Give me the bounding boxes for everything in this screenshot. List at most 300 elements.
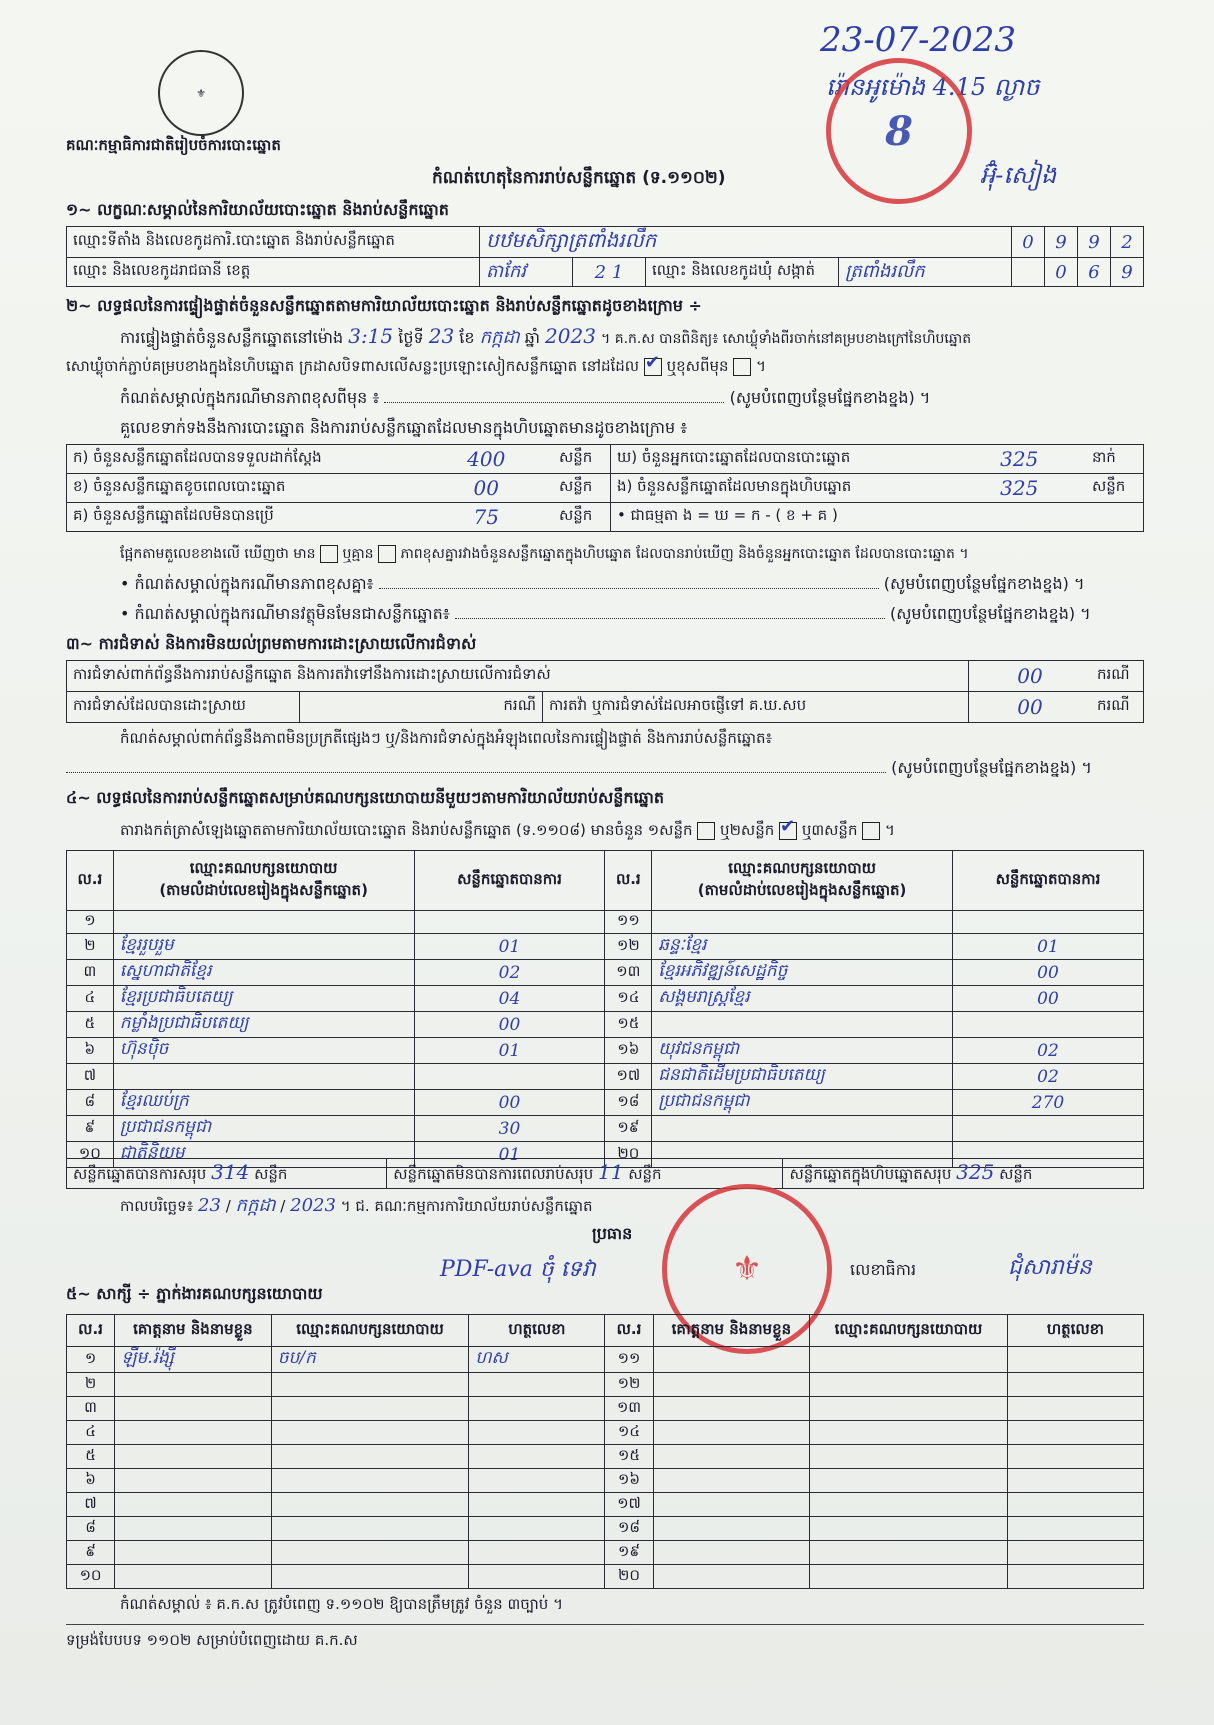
witness-col-no-right: ល.រ [605,1315,653,1347]
witness-no: ១១ [605,1347,653,1373]
figure-d-unit: នាក់ [1086,445,1144,474]
witness-no: ១៤ [605,1421,653,1445]
stamp-number: 8 [885,107,913,155]
witness-name[interactable] [653,1469,810,1493]
chair-signature: PDF-ava ចុំ ទេវា [440,1257,596,1282]
result-row [67,934,1144,960]
witness-no: ៨ [67,1517,115,1541]
result-no: ១៤ [605,986,652,1012]
result-no: ១៥ [605,1012,652,1038]
witness-party[interactable] [810,1469,1008,1493]
witness-sign[interactable] [1007,1445,1143,1469]
witness-name [115,1421,272,1445]
witness-sign [469,1373,605,1397]
section3-note-line [66,758,1144,778]
resolved-label: ការជំទាស់ដែលបានដោះស្រាយ [67,692,300,723]
witness-party[interactable] [810,1565,1008,1589]
witness-party[interactable] [810,1445,1008,1469]
objections-unit: ករណី [1091,661,1144,692]
witness-sign[interactable] [1007,1397,1143,1421]
total-invalid [387,1159,783,1189]
footer-note: កំណត់សម្គាល់ ៖ គ.ក.ស ត្រូវបំពេញ ទ.១១០២ ឱ្យបានត្រឹមត្រូវ ចំនួន ៣ច្បាប់ ។ [120,1595,563,1613]
bullet2-line [120,604,1140,624]
witness-name[interactable] [653,1445,810,1469]
difference-text-b: ឬគ្មាន [342,546,374,562]
witness-row [67,1517,1144,1541]
result-votes: 00 [414,1090,605,1116]
witness-col-no-left: ល.រ [67,1315,115,1347]
witness-party: ចប/ក [271,1347,469,1373]
witness-party [271,1445,469,1469]
province-code [573,258,646,287]
tally-text-c: ឬ៣សន្លឹក [801,821,858,839]
witness-row [67,1347,1144,1373]
total-box [783,1159,1144,1189]
figure-d-label: ឃ) ចំនួនអ្នកបោះឆ្នោតដែលបានបោះឆ្នោត [610,445,952,474]
total-valid-value: 314 [211,1160,250,1184]
witness-party [271,1517,469,1541]
verification-month: កក្កដា [479,327,520,348]
result-no: ១២ [605,934,652,960]
result-votes [414,1064,605,1090]
tally-sheet-line: តារាងកត់ត្រាសំឡេងឆ្នោតតាមការិយាល័យបោះឆ្នោត និងរាប់សន្លឹកឆ្នោត (ទ.១១០៨) មានចំនួន ១សន្លឹក ឬ២សន្លឹក ✔ ឬ៣សន្លឹក ។ [120,820,895,840]
location-code-2: 9 [1045,227,1078,258]
witness-no: ១៧ [605,1493,653,1517]
figure-c-label: គ) ចំនួនសន្លឹកឆ្នោតដែលមិនបានប្រើ [67,503,420,532]
total-valid-unit: សន្លឹក [254,1165,288,1183]
total-invalid-value: 11 [598,1160,624,1184]
witness-sign[interactable] [1007,1565,1143,1589]
witness-no: ១២ [605,1373,653,1397]
one-sheet-checkbox[interactable] [697,822,715,840]
figure-a-label: ក) ចំនួនសន្លឹកឆ្នោតដែលបានទទួលដាក់ស្តែង [67,445,420,474]
result-votes: 02 [414,960,605,986]
totals-table [66,1158,1144,1189]
col-votes-right: សន្លឹកឆ្នោតបានការ [952,851,1143,911]
witness-no: ២ [67,1373,115,1397]
bullet1-fill: (សូមបំពេញបន្ថែមផ្នែកខាងខ្នង) ។ [883,574,1085,593]
result-party: យុវជនកម្ពុជា [652,1038,953,1064]
witness-row [67,1541,1144,1565]
col-party-left-title: ឈ្មោះគណបក្សនយោបាយ [189,858,338,877]
red-stamp-bottom: ⚜ [662,1184,832,1354]
result-party: ខ្មែរអភិវឌ្ឍន៍សេដ្ឋកិច្ច [652,960,953,986]
witness-row [67,1469,1144,1493]
witness-sign [469,1421,605,1445]
result-no: ១ [67,911,114,934]
witness-col-party-right: ឈ្មោះគណបក្សនយោបាយ [810,1315,1008,1347]
secretary-signature: ជុំសារាម៉ន [1008,1255,1092,1280]
col-party-right [652,851,953,911]
witness-name[interactable] [653,1565,810,1589]
total-valid-label: សន្លឹកឆ្នោតបានការសរុប [73,1165,207,1183]
witness-party [271,1565,469,1589]
witness-sign[interactable] [1007,1373,1143,1397]
witness-name[interactable] [653,1517,810,1541]
handwritten-name: អ៊ុំ-សៀង [980,161,1057,189]
section4-title: ៤~ លទ្ធផលនៃការរាប់សន្លឹកឆ្នោតសម្រាប់គណបក្សនយោបាយនីមួយៗតាមការិយាល័យរាប់សន្លឹកឆ្នោត [66,788,665,807]
verification-day: 23 [428,324,455,348]
witness-no: ៦ [67,1469,115,1493]
witness-party[interactable] [810,1517,1008,1541]
witness-col-sign-right: ហត្ថលេខា [1007,1315,1143,1347]
result-no: ៤ [67,986,114,1012]
nec-emblem-icon: ⚜ [158,50,244,136]
figures-intro: គួលេខទាក់ទងនឹងការបោះឆ្នោត និងការរាប់សន្លឹកឆ្នោតដែលមានក្នុងហិបឆ្នោតមានដូចខាងក្រោម ៖ [120,418,688,437]
witness-col-party-left: ឈ្មោះគណបក្សនយោបាយ [271,1315,469,1347]
total-box-label: សន្លឹកឆ្នោតក្នុងហិបឆ្នោតសរុប [789,1165,952,1183]
resolved-unit: ករណី [300,692,543,723]
secretary-label: លេខាធិការ [850,1260,917,1279]
results-body [67,911,1144,1168]
total-invalid-unit: សន្លឹក [628,1165,662,1183]
committee-name: គណៈកម្មាធិការជាតិរៀបចំការបោះឆ្នោត [66,136,281,154]
col-no-right: ល.រ [605,851,652,911]
changed-checkbox[interactable] [733,358,751,376]
verification-text-d: ឆ្នាំ [524,328,540,347]
handwritten-date: 23-07-2023 [820,20,1017,60]
total-box-unit: សន្លឹក [999,1165,1033,1183]
witness-row [67,1493,1144,1517]
witness-name [115,1493,272,1517]
col-party-left [113,851,414,911]
result-no: ១៨ [605,1090,652,1116]
witness-sign [469,1565,605,1589]
result-votes: 270 [952,1090,1143,1116]
witness-no: ៩ [67,1541,115,1565]
witness-party[interactable] [810,1541,1008,1565]
location-value: បឋមសិក្សាត្រពាំងរលឹក [480,227,1012,258]
witness-no: ៤ [67,1421,115,1445]
verification-time: 3:15 [348,324,394,348]
two-sheets-checkbox[interactable] [779,822,797,840]
witness-name [115,1397,272,1421]
witness-sign [469,1517,605,1541]
witness-sign [469,1541,605,1565]
result-party: ជនជាតិដើមប្រជាធិបតេយ្យ [652,1064,953,1090]
result-no: ១៧ [605,1064,652,1090]
result-votes: 04 [414,986,605,1012]
result-no: ១១ [605,911,652,934]
section3-note: កំណត់សម្គាល់ពាក់ព័ន្ធនឹងភាពមិនប្រក្រតីផ្សេងៗ ឬ/និងការជំទាស់ក្នុងអំឡុងពេលនៃការផ្ទៀងផ្ទាត់ និងការរាប់សន្លឹកឆ្នោត៖ [120,729,773,747]
witness-party [271,1373,469,1397]
forwarded-unit: ករណី [1091,692,1144,723]
witness-row [67,1397,1144,1421]
result-no: ៨ [67,1090,114,1116]
section1-title: ១~ លក្ខណៈសម្គាល់នៃការិយាល័យបោះឆ្នោត និងរាប់សន្លឹកឆ្នោត [66,200,449,219]
bullet1-dots [379,588,879,589]
witness-col-name-left: គោត្តនាម និងនាមខ្លួន [115,1315,272,1347]
result-row [67,986,1144,1012]
figure-e-value: 325 [952,474,1086,503]
result-party: ប្រជាជនកម្ពុជា [652,1090,953,1116]
result-party: ស្នេហាជាតិខ្មែរ [113,960,414,986]
location-label: ឈ្មោះទីតាំង និងលេខកូដការិ.បោះឆ្នោត និងរាប់សន្លឹកឆ្នោត [67,227,480,258]
figure-e-unit: សន្លឹក [1086,474,1144,503]
forwarded-label: ការតវ៉ា ឬការជំទាស់ដែលអាចផ្ញើទៅ គ.ឃ.សប [543,692,969,723]
difference-line [120,544,969,564]
result-votes: 01 [414,934,605,960]
result-votes: 00 [952,986,1143,1012]
verification-text-c: ខែ [459,328,475,347]
chair-label: ប្រធាន [592,1224,633,1243]
col-party-right-sub: (តាមលំដាប់លេខរៀងក្នុងសន្លឹកឆ្នោត) [697,880,907,899]
date-suffix: ។ ជ. គណៈកម្មការការិយាល័យរាប់សន្លឹកឆ្នោត [340,1197,593,1215]
date-label: កាលបរិច្ឆេទ៖ [120,1197,194,1215]
seal-text: សោឃ្លុំចាក់ភ្ជាប់គម្របខាងក្នុងនៃហិបឆ្នោត ក្រដាសបិទពាសលើសន្លះប្រឡោះសៀកសន្លឹកឆ្នោត នៅដដែល [66,357,640,375]
witness-sign[interactable] [1007,1421,1143,1445]
objections-table [66,660,1144,723]
figure-a-unit: សន្លឹក [553,445,610,474]
province-code-1: 2 [594,261,607,283]
witness-party [271,1469,469,1493]
result-party: ខ្មែរប្រជាធិបតេយ្យ [113,986,414,1012]
difference-text-a: ផ្អែកតាមតួលេខខាងលើ ឃើញថា មាន [120,546,316,562]
date-day: 23 [198,1195,221,1216]
witness-no: ៧ [67,1493,115,1517]
col-party-left-sub: (តាមលំដាប់លេខរៀងក្នុងសន្លឹកឆ្នោត) [159,880,368,899]
witness-table [66,1314,1144,1589]
result-votes: 02 [952,1064,1143,1090]
result-party: ខ្មែរឈប់ក្រ [113,1090,414,1116]
witness-row [67,1373,1144,1397]
result-party [652,911,953,934]
result-party [652,1116,953,1142]
witness-name[interactable] [653,1347,810,1373]
section3-title: ៣~ ការជំទាស់ និងការមិនយល់ព្រមតាមការដោះស្រាយលើការជំទាស់ [66,634,477,653]
witness-sign [469,1469,605,1493]
witness-sign [469,1397,605,1421]
verification-line [120,326,971,349]
result-row [67,960,1144,986]
result-row [67,1064,1144,1090]
result-votes [952,1012,1143,1038]
bullet1-label: • កំណត់សម្គាល់ក្នុងករណីមានភាពខុសគ្នា៖ [120,574,374,593]
result-no: ១០ [67,1142,114,1168]
result-row [67,1116,1144,1142]
date-line: កាលបរិច្ឆេទ៖ 23 / កក្កដា / 2023 ។ ជ. គណៈកម្មការការិយាល័យរាប់សន្លឹកឆ្នោត [120,1195,593,1216]
result-party: ហ៊ុនប៉ិច [113,1038,414,1064]
bullet2-dots [455,618,885,619]
bullet2-fill: (សូមបំពេញបន្ថែមផ្នែកខាងខ្នង) ។ [889,604,1091,623]
result-votes: 30 [414,1116,605,1142]
witness-party [271,1397,469,1421]
witness-sign[interactable] [1007,1469,1143,1493]
witness-sign [469,1445,605,1469]
bullet1-line [120,574,1140,594]
note1-fill: (សូមបំពេញបន្ថែមផ្នែកខាងខ្នង) ។ [729,388,931,407]
location-code-1: 0 [1012,227,1045,258]
unchanged-checkbox[interactable] [644,358,662,376]
results-table [66,850,1144,1168]
witness-name [115,1565,272,1589]
witness-name[interactable] [653,1397,810,1421]
total-box-value: 325 [956,1160,995,1184]
witness-col-sign-left: ហត្ថលេខា [469,1315,605,1347]
witness-sign: ហស [469,1347,605,1373]
result-party: សង្គមរាស្ត្រខ្មែរ [652,986,953,1012]
witness-row [67,1445,1144,1469]
seal-or-text: ឬខុសពីមុន [666,357,729,375]
figure-b-unit: សន្លឹក [553,474,610,503]
result-votes: 02 [952,1038,1143,1064]
commune-label: ឈ្មោះ និងលេខកូដឃុំ សង្កាត់ [646,258,839,287]
result-votes [414,911,605,934]
witness-no: ១០ [67,1565,115,1589]
witness-name[interactable] [653,1541,810,1565]
seal-line: សោឃ្លុំចាក់ភ្ជាប់គម្របខាងក្នុងនៃហិបឆ្នោត ក្រដាសបិទពាសលើសន្លះប្រឡោះសៀកសន្លឹកឆ្នោត នៅដដែល ✔ ឬខុសពីមុន ។ [66,356,766,376]
witness-no: ១ [67,1347,115,1373]
result-party [652,1012,953,1038]
result-no: ៦ [67,1038,114,1064]
witness-party[interactable] [810,1347,1008,1373]
location-code-3: 9 [1078,227,1111,258]
witness-party[interactable] [810,1397,1008,1421]
result-party [113,911,414,934]
result-no: ៥ [67,1012,114,1038]
result-no: ៩ [67,1116,114,1142]
figure-c-value: 75 [419,503,553,532]
verification-year: 2023 [545,324,596,348]
result-row [67,911,1144,934]
result-no: ២០ [605,1142,652,1168]
verification-text-a: ការផ្ទៀងផ្ទាត់ចំនួនសន្លឹកឆ្នោតនៅម៉ោង [120,328,344,347]
witness-sign[interactable] [1007,1517,1143,1541]
objections-label: ការជំទាស់ពាក់ព័ន្ធនឹងការរាប់សន្លឹកឆ្នោត និងការតវ៉ាទៅនឹងការដោះស្រាយលើការជំទាស់ [67,661,969,692]
witness-sign[interactable] [1007,1347,1143,1373]
tally-text-a: តារាងកត់ត្រាសំឡេងឆ្នោតតាមការិយាល័យបោះឆ្នោត និងរាប់សន្លឹកឆ្នោត (ទ.១១០៨) មានចំនួន ១សន្លឹក [120,821,693,839]
witness-row [67,1421,1144,1445]
witness-col-name-right: គោត្តនាម និងនាមខ្លួន [653,1315,810,1347]
section5-title: ៥~ សាក្សី ÷ ភ្នាក់ងារគណបក្សនយោបាយ [66,1284,323,1303]
three-sheets-checkbox[interactable] [862,822,880,840]
witness-body [67,1347,1144,1589]
result-no: ១៦ [605,1038,652,1064]
witness-name[interactable] [653,1373,810,1397]
result-party: ជាតិនិយម [113,1142,414,1168]
province-code-2: 1 [611,261,624,283]
formula-note: • ជាធម្មតា ង = ឃ = ក - ( ខ + គ ) [610,503,1143,532]
witness-name[interactable] [653,1421,810,1445]
witness-sign[interactable] [1007,1493,1143,1517]
witness-party[interactable] [810,1493,1008,1517]
result-party: កម្លាំងប្រជាធិបតេយ្យ [113,1012,414,1038]
result-votes [952,911,1143,934]
commune-value: ត្រពាំងរលឹក [839,258,1012,287]
difference-no-checkbox[interactable] [378,545,396,563]
commune-code-1: 0 [1045,258,1078,287]
result-votes: 00 [952,960,1143,986]
province-value: តាកែវ [480,258,573,287]
witness-party[interactable] [810,1373,1008,1397]
witness-name[interactable] [653,1493,810,1517]
result-votes: 01 [414,1038,605,1064]
witness-party [271,1421,469,1445]
difference-text-c: ភាពខុសគ្នារវាងចំនួនសន្លឹកឆ្នោតក្នុងហិបឆ្នោត ដែលបានរាប់ឃើញ និងចំនួនអ្នកបោះឆ្នោត ដែលបានបោះឆ្នោត ។ [400,546,969,562]
col-votes-left: សន្លឹកឆ្នោតបានការ [414,851,605,911]
result-no: ៧ [67,1064,114,1090]
section3-dots [66,772,886,773]
section2-title: ២~ លទ្ធផលនៃការផ្ទៀងផ្ទាត់ចំនួនសន្លឹកឆ្នោតតាមការិយាល័យបោះឆ្នោត និងរាប់សន្លឹកឆ្នោតដូចខាងក្រោម ÷ [66,296,702,315]
bullet2-label: • កំណត់សម្គាល់ក្នុងករណីមានវត្ថុមិនមែនជាសន្លឹកឆ្នោត៖ [120,604,450,623]
result-row [67,1012,1144,1038]
red-stamp-top [826,58,972,204]
witness-no: ៥ [67,1445,115,1469]
witness-sign[interactable] [1007,1541,1143,1565]
verification-text-b: ថ្ងៃទី [398,328,424,347]
witness-party [271,1493,469,1517]
commune-code-2: 6 [1078,258,1111,287]
result-row [67,1090,1144,1116]
note1-dots [384,402,724,403]
witness-no: ១៩ [605,1541,653,1565]
section3-note-fill: (សូមបំពេញបន្ថែមផ្នែកខាងខ្នង) ។ [891,758,1092,777]
result-no: ២ [67,934,114,960]
location-code-4: 2 [1111,227,1144,258]
handwritten-time: រ៉ោនអូម៉ោង 4.15 ល្ងាច [826,73,1040,101]
commune-code-3: 9 [1111,258,1144,287]
result-votes: 01 [952,934,1143,960]
witness-party [271,1541,469,1565]
commune-code-blank [1012,258,1045,287]
result-votes: 01 [414,1142,605,1168]
witness-name [115,1469,272,1493]
result-party: ខ្មែររួបរួម [113,934,414,960]
result-party: ឆន្ទៈខ្មែរ [652,934,953,960]
result-party [113,1064,414,1090]
verification-text-e: ។ គ.ក.ស បានពិនិត្យ៖ សោឃ្លុំទាំងពីរចាក់នៅគម្របខាងក្រៅនៃហិបឆ្នោត [601,331,972,347]
tally-text-b: ឬ២សន្លឹក [720,821,775,839]
forwarded-value: 00 [969,692,1092,723]
col-no-left: ល.រ [67,851,114,911]
document-title: កំណត់ហេតុនៃការរាប់សន្លឹកឆ្នោត (ទ.១១០២) [432,168,726,188]
result-no: ៣ [67,960,114,986]
witness-no: ៣ [67,1397,115,1421]
figure-b-value: 00 [419,474,553,503]
figure-e-label: ង) ចំនួនសន្លឹកឆ្នោតដែលមានក្នុងហិបឆ្នោត [610,474,952,503]
date-month: កក្កដា [235,1195,276,1216]
witness-no: ១៣ [605,1397,653,1421]
location-table [66,226,1144,287]
witness-no: ១៨ [605,1517,653,1541]
witness-name [115,1517,272,1541]
result-no: ១៣ [605,960,652,986]
result-no: ១៩ [605,1116,652,1142]
note1-label: កំណត់សម្គាល់ក្នុងករណីមានភាពខុសពីមុន ៖ [120,388,380,407]
figure-a-value: 400 [419,445,553,474]
figure-d-value: 325 [952,445,1086,474]
result-votes: 00 [414,1012,605,1038]
total-invalid-label: សន្លឹកឆ្នោតមិនបានការពេលរាប់សរុប [393,1165,594,1183]
result-party: ប្រជាជនកម្ពុជា [113,1116,414,1142]
difference-yes-checkbox[interactable] [320,545,338,563]
witness-name [115,1445,272,1469]
date-year: 2023 [290,1195,336,1216]
footer-rule [66,1624,1144,1625]
figure-c-unit: សន្លឹក [553,503,610,532]
witness-sign [469,1493,605,1517]
witness-no: ២០ [605,1565,653,1589]
objections-value: 00 [969,661,1092,692]
note1-line [120,388,1140,408]
witness-party[interactable] [810,1421,1008,1445]
witness-no: ១៦ [605,1469,653,1493]
form-note: ទម្រង់បែបបទ ១១០២ សម្រាប់បំពេញដោយ គ.ក.ស [66,1631,358,1649]
province-label: ឈ្មោះ និងលេខកូដរាជធានី ខេត្ត [67,258,480,287]
witness-name [115,1541,272,1565]
witness-no: ១៥ [605,1445,653,1469]
witness-name: ឡឹម.រ៉ង្ស៊ី [115,1347,272,1373]
